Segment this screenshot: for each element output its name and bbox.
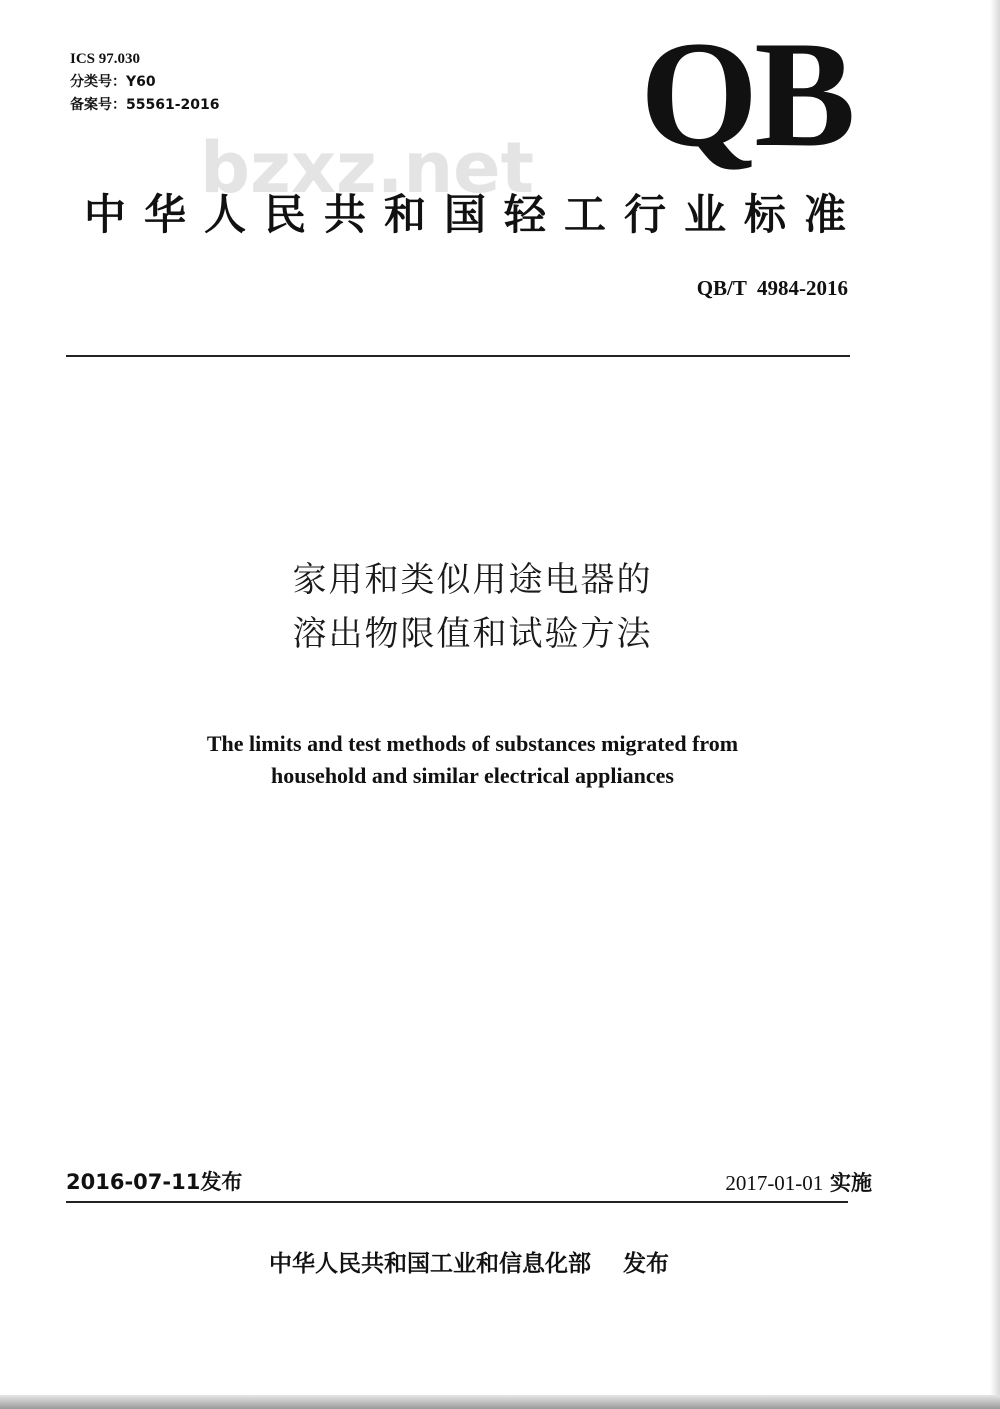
chinese-title-line-1: 家用和类似用途电器的 (292, 560, 653, 600)
watermark: bzxz.net (200, 127, 535, 209)
qb-logo: QB (640, 10, 852, 178)
page-edge-shadow (990, 0, 1000, 1409)
publisher: 中华人民共和国工业和信息化部 发布 (268, 1251, 670, 1277)
english-title-line-1: The limits and test methods of substances migrated from (206, 731, 739, 756)
chinese-title-line-2: 溶出物限值和试验方法 (292, 614, 653, 654)
implementation-date (725, 1167, 872, 1199)
top-divider (66, 355, 850, 357)
english-title-line-2: household and similar electrical appliances (271, 763, 674, 788)
implementation-label: 实施 (830, 1171, 872, 1195)
implementation-date-value: 2017-01-01 (725, 1171, 824, 1195)
page-bottom-shadow (0, 1395, 1000, 1409)
bottom-divider (66, 1201, 848, 1203)
industry-standard-title: 中华人民共和国轻工行业标准 (84, 190, 865, 239)
issue-date: 2016-07-11发布 (66, 1170, 243, 1194)
standard-number: QB/T 4984-2016 (696, 276, 848, 300)
ics-code: ICS 97.030 (70, 51, 141, 67)
record-number: 备案号：55561-2016 (70, 97, 220, 113)
classification-number: 分类号：Y60 (70, 74, 156, 90)
